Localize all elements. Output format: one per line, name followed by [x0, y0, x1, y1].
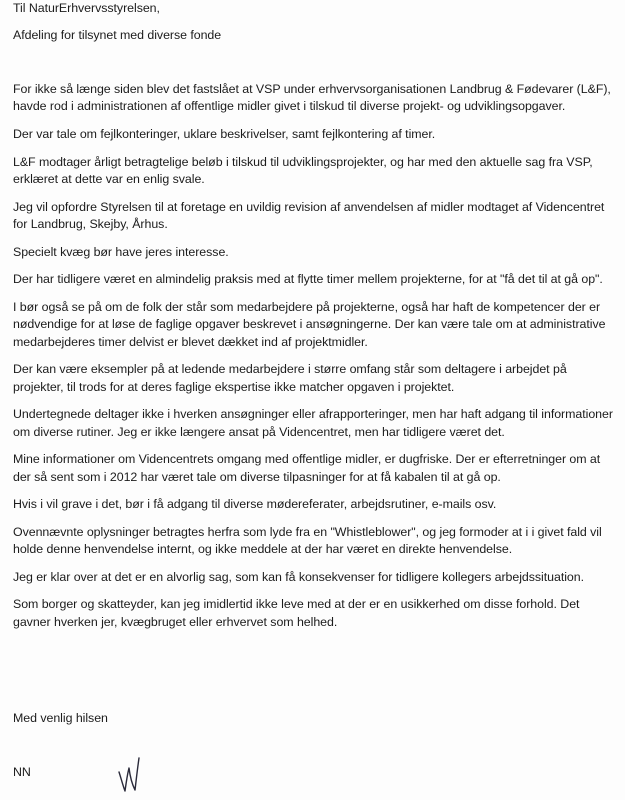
- paragraph: Der var tale om fejlkonteringer, uklare beskrivelser, samt fejlkontering af timer.: [13, 127, 436, 141]
- letter-body: [13, 81, 613, 641]
- closing: Med venlig hilsen: [13, 711, 108, 725]
- paragraph: Specielt kvæg bør have jeres interesse.: [13, 244, 229, 259]
- paragraph: Jeg er klar over at det er en alvorlig sag, som kan få konsekvenser for tidligere kollegers arbejdssituation.: [13, 569, 585, 584]
- paragraph: Som borger og skatteyder, kan jeg imidlertid ikke leve med at der er en usikkerhed om disse forhold. Det gavner hverken jer, kvægbruget eller erhvervet som helhed.: [13, 597, 580, 629]
- handwritten-signature: [113, 754, 153, 794]
- paragraph: Undertegnede deltager ikke i hverken ansøgninger eller afrapporteringer, men har haft adgang til informationer om diverse rutiner. Jeg er ikke længere ansat på Videncentret, men har tidligere været det.: [13, 407, 613, 439]
- paragraph: For ikke så længe siden blev det fastslået at VSP under erhvervsorganisationen Landbrug & Fødevarer (L&F), havde rod i administrationen af offentlige midler givet i tilskud til diverse projekt- og udviklingsopgaver.: [13, 82, 611, 114]
- sender-name: NN: [13, 765, 31, 779]
- paragraph: Der har tidligere været en almindelig praksis med at flytte timer mellem projekterne, for at "få det til at gå op".: [13, 272, 603, 287]
- paragraph: Jeg vil opfordre Styrelsen til at foretage en uvildig revision af anvendelsen af midler modtaget af Videncentret for Landbrug, Skejby, Århus.: [13, 199, 605, 231]
- paragraph: Ovennævnte oplysninger betragtes herfra som lyde fra en "Whistleblower", og jeg formoder at i i givet fald vil holde denne henvendelse internt, og ikke meddele at der har været en direkte henvendelse.: [13, 524, 602, 557]
- paragraph: I bør også se på om de folk der står som medarbejdere på projekterne, også har haft de kompetencer der er nødvendige for at løse de faglige opgaver beskrevet i ansøgningerne. Der kan være tale om at administrative medarbejderes timer delvist er blevet dækket ind af projektmidler.: [13, 299, 606, 349]
- paragraph: Der kan være eksempler på at ledende medarbejdere i større omfang står som deltagere i arbejdet på projekter, til trods for at deres faglige ekspertise ikke matcher opgaven i projektet.: [13, 362, 567, 394]
- department-line: Afdeling for tilsynet med diverse fonde: [13, 28, 222, 42]
- paragraph: Mine informationer om Videncentrets omgang med offentlige midler, er dugfriske. Der er efterretninger om at der så sent som i 2012 har været tale om diverse tilpasninger for at få kabalen til at gå op.: [13, 452, 601, 484]
- paragraph: L&F modtager årligt betragtelige beløb i tilskud til udviklingsprojekter, og har med den aktuelle sag fra VSP, erklæret at dette var en enlig svale.: [13, 154, 593, 186]
- paragraph: Hvis i vil grave i det, bør i få adgang til diverse mødereferater, arbejdsrutiner, e-mails osv.: [13, 497, 497, 512]
- addressee: Til NaturErhvervsstyrelsen,: [13, 1, 160, 15]
